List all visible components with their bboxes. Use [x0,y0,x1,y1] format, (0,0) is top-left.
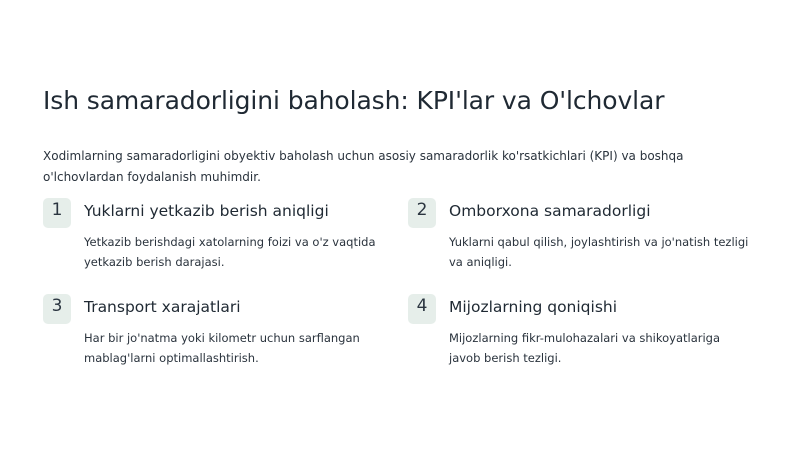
item-number-badge: 2 [408,198,436,228]
item-description: Yetkazib berishdagi xatolarning foizi va o'z vaqtida yetkazib berish darajasi. [84,235,376,269]
intro-text: Xodimlarning samaradorligini obyektiv baholash uchun asosiy samaradorlik ko'rsatkichlari (KPI) va boshqa o'lchovlardan foydalanish muhimdir. [43,149,684,184]
item-number-badge: 1 [43,198,71,228]
item-number-badge: 4 [408,294,436,324]
item-number-badge: 3 [43,294,71,324]
item-title: Omborxona samaradorligi [449,202,651,220]
page-title: Ish samaradorligini baholash: KPI'lar va O'lchovlar [43,86,665,115]
item-title: Transport xarajatlari [84,298,241,316]
item-title: Yuklarni yetkazib berish aniqligi [84,202,329,220]
item-title: Mijozlarning qoniqishi [449,298,618,316]
item-description: Yuklarni qabul qilish, joylashtirish va jo'natish tezligi va aniqligi. [449,235,749,269]
item-description: Mijozlarning fikr-mulohazalari va shikoyatlariga javob berish tezligi. [449,331,721,365]
item-description: Har bir jo'natma yoki kilometr uchun sarflangan mablag'larni optimallashtirish. [84,331,360,365]
